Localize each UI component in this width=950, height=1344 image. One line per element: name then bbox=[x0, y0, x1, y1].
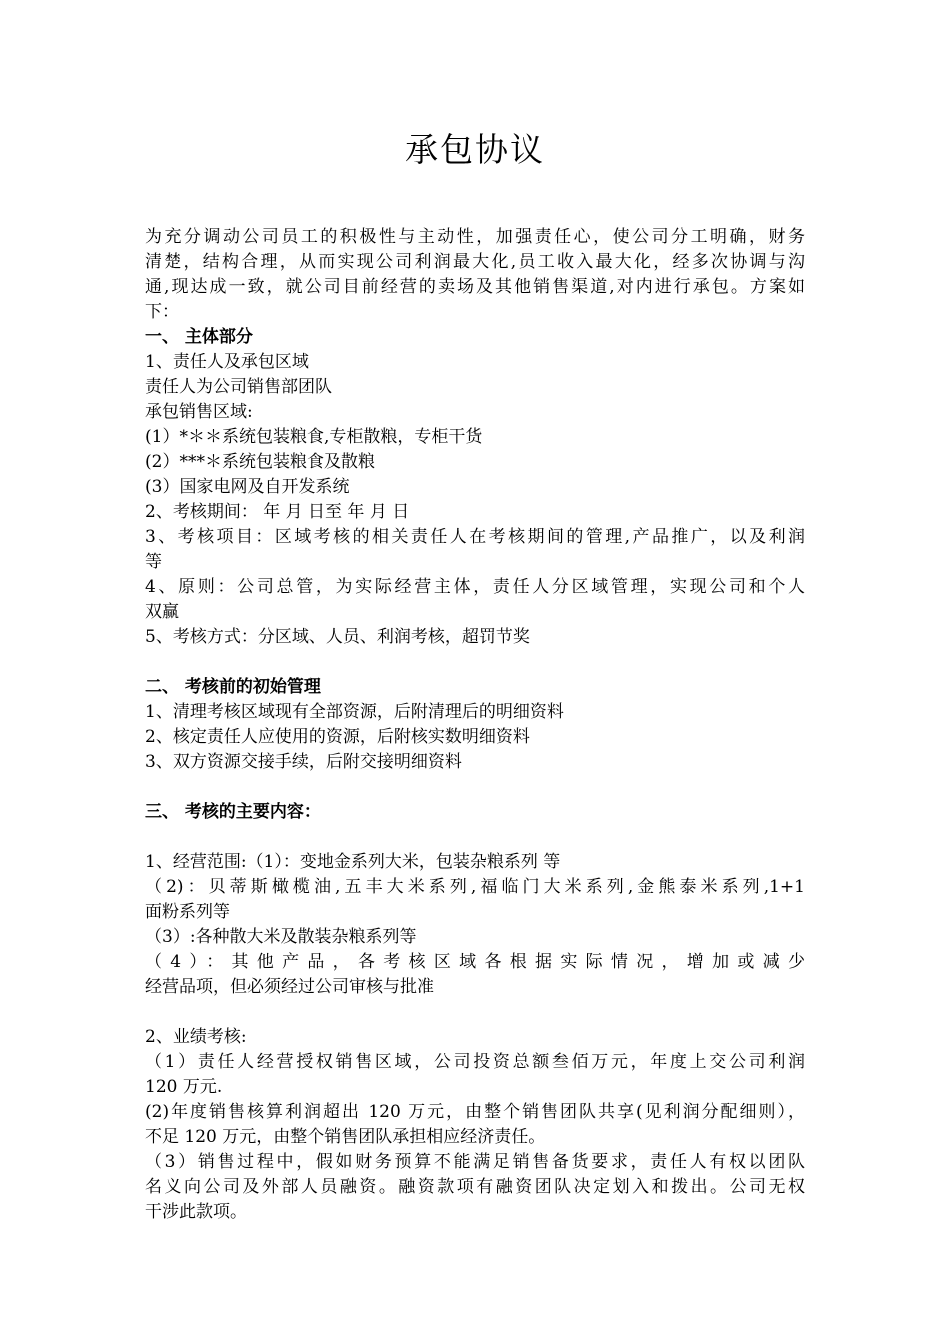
text-line: 3、考核项目：区域考核的相关责任人在考核期间的管理,产品推广，以及利润 bbox=[145, 527, 805, 547]
text-line: (3）国家电网及自开发系统 bbox=[145, 477, 350, 497]
text-line: 下： bbox=[145, 302, 179, 322]
section-heading: 一、 主体部分 bbox=[145, 327, 253, 347]
text-line: 2、考核期间： 年 月 日至 年 月 日 bbox=[145, 502, 410, 522]
text-line: 为充分调动公司员工的积极性与主动性，加强责任心，使公司分工明确，财务 bbox=[145, 227, 805, 247]
text-line: 面粉系列等 bbox=[145, 902, 230, 922]
text-line: 5、考核方式：分区域、人员、利润考核，超罚节奖 bbox=[145, 627, 530, 647]
text-line: 责任人为公司销售部团队 bbox=[145, 377, 332, 397]
text-line: （2)：贝蒂斯橄榄油,五丰大米系列,福临门大米系列,金熊泰米系列,1+1 bbox=[145, 877, 805, 897]
text-line: 双赢 bbox=[145, 602, 179, 622]
text-line: 经营品项，但必须经过公司审核与批准 bbox=[145, 977, 434, 997]
text-line: 120 万元. bbox=[145, 1077, 223, 1097]
text-line: 1、清理考核区域现有全部资源，后附清理后的明细资料 bbox=[145, 702, 564, 722]
text-line: 4、原则：公司总管，为实际经营主体，责任人分区域管理，实现公司和个人 bbox=[145, 577, 805, 597]
text-line: (2)年度销售核算利润超出 120 万元，由整个销售团队共享(见利润分配细则）， bbox=[145, 1102, 805, 1122]
text-line: 1、经营范围:（1）：变地金系列大米，包装杂粮系列 等 bbox=[145, 852, 561, 872]
text-line: 不足 120 万元，由整个销售团队承担相应经济责任。 bbox=[145, 1127, 546, 1147]
text-line: （1）责任人经营授权销售区域，公司投资总额叁佰万元，年度上交公司利润 bbox=[145, 1052, 805, 1072]
document-title: 承包协议 bbox=[405, 130, 545, 169]
text-line: （4）：其他产品，各考核区域各根据实际情况，增加或减少 bbox=[145, 952, 805, 972]
text-line: 干涉此款项。 bbox=[145, 1202, 247, 1222]
text-line: 等 bbox=[145, 552, 162, 572]
text-line: (1）*＊＊系统包装粮食,专柜散粮，专柜干货 bbox=[145, 427, 483, 447]
section-heading: 二、 考核前的初始管理 bbox=[145, 677, 321, 697]
text-line: 2、核定责任人应使用的资源，后附核实数明细资料 bbox=[145, 727, 530, 747]
text-line: 承包销售区域: bbox=[145, 402, 253, 422]
text-line: （3）销售过程中，假如财务预算不能满足销售备货要求，责任人有权以团队 bbox=[145, 1152, 805, 1172]
text-line: 清楚，结构合理，从而实现公司利润最大化,员工收入最大化，经多次协调与沟 bbox=[145, 252, 805, 272]
text-line: 3、双方资源交接手续，后附交接明细资料 bbox=[145, 752, 462, 772]
text-line: 名义向公司及外部人员融资。融资款项有融资团队决定划入和拨出。公司无权 bbox=[145, 1177, 805, 1197]
text-line: （3）:各种散大米及散装杂粮系列等 bbox=[145, 927, 417, 947]
text-line: 通,现达成一致，就公司目前经营的卖场及其他销售渠道,对内进行承包。方案如 bbox=[145, 277, 805, 297]
text-line: 1、责任人及承包区域 bbox=[145, 352, 309, 372]
section-heading: 三、 考核的主要内容： bbox=[145, 802, 321, 822]
text-line: (2）***＊系统包装粮食及散粮 bbox=[145, 452, 375, 472]
text-line: 2、业绩考核: bbox=[145, 1027, 247, 1047]
